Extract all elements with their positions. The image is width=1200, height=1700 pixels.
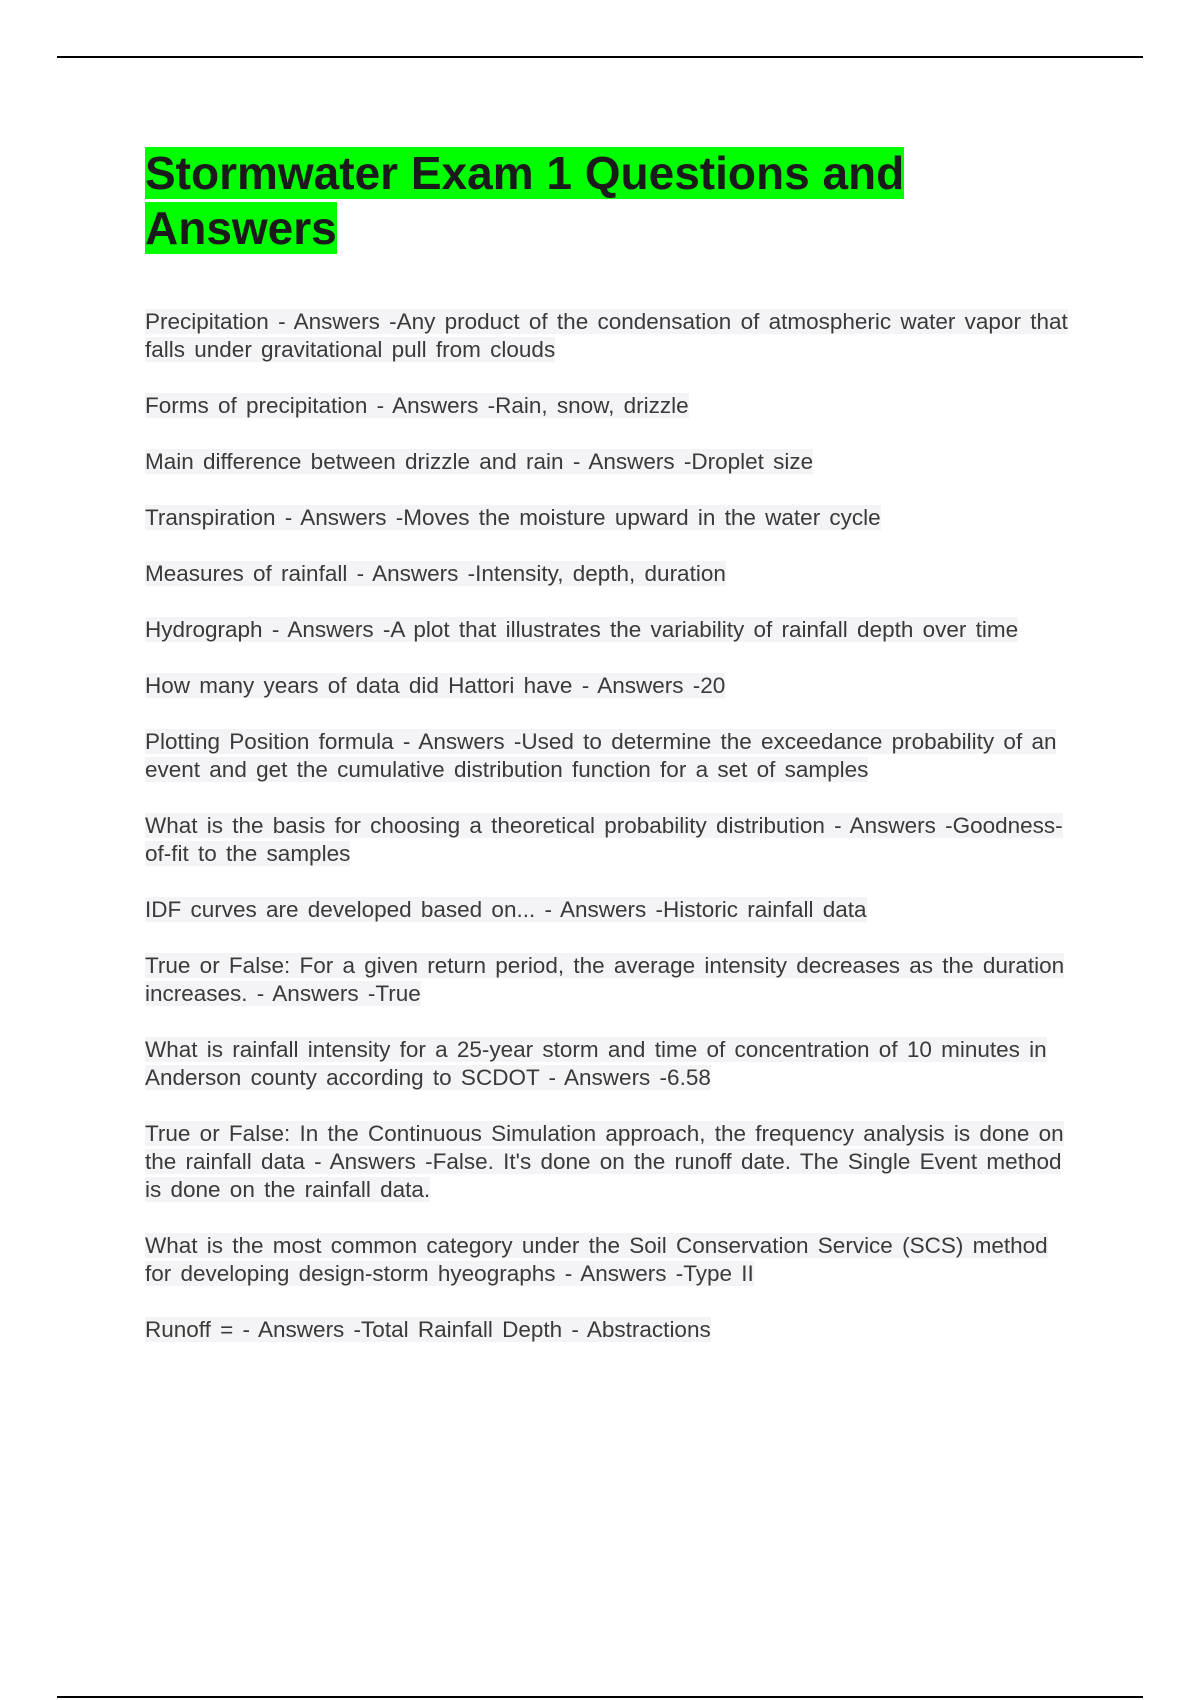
- qa-item: Measures of rainfall - Answers -Intensity, depth, duration: [145, 561, 726, 586]
- qa-item: Runoff = - Answers -Total Rainfall Depth - Abstractions: [145, 1317, 711, 1342]
- qa-item: IDF curves are developed based on... - Answers -Historic rainfall data: [145, 897, 867, 922]
- page-title: [145, 146, 1045, 256]
- qa-item: What is the basis for choosing a theoretical probability distribution - Answers -Goodness-of-fit to the samples: [145, 813, 1063, 866]
- top-rule: [57, 56, 1143, 58]
- qa-item: Transpiration - Answers -Moves the moisture upward in the water cycle: [145, 505, 881, 530]
- qa-item: What is rainfall intensity for a 25-year storm and time of concentration of 10 minutes in Anderson county according to SCDOT - Answers -6.58: [145, 1037, 1047, 1090]
- qa-item: True or False: For a given return period, the average intensity decreases as the duration increases. - Answers -True: [145, 953, 1065, 1006]
- qa-item: Hydrograph - Answers -A plot that illustrates the variability of rainfall depth over time: [145, 617, 1019, 642]
- qa-item: Forms of precipitation - Answers -Rain, snow, drizzle: [145, 393, 689, 418]
- bottom-rule: [57, 1696, 1143, 1698]
- qa-item: What is the most common category under the Soil Conservation Service (SCS) method for developing design-storm hyeographs - Answers -Type II: [145, 1233, 1048, 1286]
- qa-item: Plotting Position formula - Answers -Used to determine the exceedance probability of an event and get the cumulative distribution function for a set of samples: [145, 729, 1057, 782]
- qa-item: Precipitation - Answers -Any product of the condensation of atmospheric water vapor that falls under gravitational pull from clouds: [145, 309, 1068, 362]
- page-title-text: Stormwater Exam 1 Questions and Answers: [145, 147, 905, 254]
- qa-list: [145, 308, 1080, 1372]
- qa-item: Main difference between drizzle and rain - Answers -Droplet size: [145, 449, 814, 474]
- qa-item: True or False: In the Continuous Simulation approach, the frequency analysis is done on the rainfall data - Answers -False. It's done on the runoff date. The Single Event method is done on the rainfall data.: [145, 1121, 1064, 1202]
- qa-item: How many years of data did Hattori have - Answers -20: [145, 673, 726, 698]
